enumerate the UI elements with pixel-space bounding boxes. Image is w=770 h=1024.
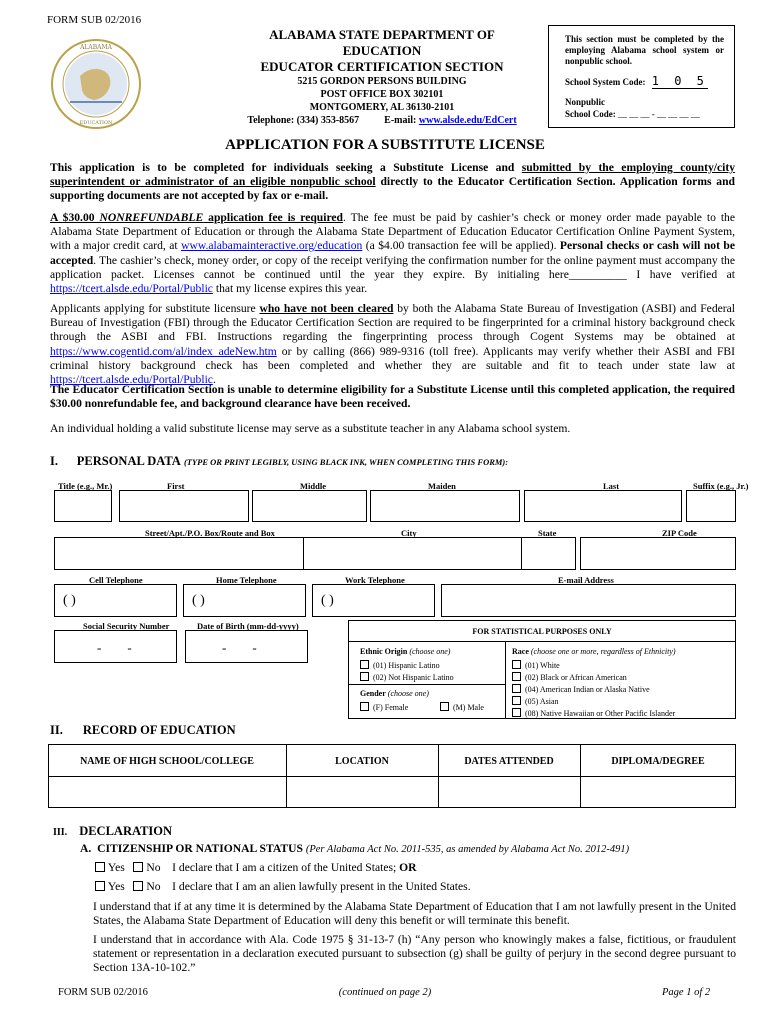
home-phone-input[interactable]: ( ): [183, 584, 306, 617]
footer-form-id: FORM SUB 02/2016: [58, 987, 148, 998]
citizen-declaration-row: Yes No I declare that I am a citizen of the United States; OR: [95, 861, 417, 875]
school-code-label: School Code:: [565, 109, 616, 119]
form-id-top: FORM SUB 02/2016: [47, 14, 142, 26]
state-seal-logo: [50, 38, 142, 130]
location-input[interactable]: [287, 777, 437, 807]
checkbox-icon[interactable]: [360, 672, 369, 681]
system-code-label: School System Code:: [565, 77, 646, 87]
section-2-heading: II. RECORD OF EDUCATION: [50, 723, 236, 737]
alien-no-checkbox[interactable]: [133, 881, 143, 891]
label-work: Work Telephone: [345, 575, 405, 585]
tcert-portal-link-1[interactable]: https://tcert.alsde.edu/Portal/Public: [50, 282, 213, 296]
race-heading: Race (choose one or more, regardless of Ethnicity): [512, 647, 676, 656]
online-payment-link[interactable]: www.alabamainteractive.org/education: [181, 239, 363, 253]
tcert-portal-link-2[interactable]: https://tcert.alsde.edu/Portal/Public: [50, 373, 213, 387]
label-middle: Middle: [300, 481, 326, 491]
svg-text:ALABAMA: ALABAMA: [80, 44, 112, 51]
race-option-02[interactable]: (02) Black or African American: [512, 672, 627, 682]
cogent-link[interactable]: https://www.cogentid.com/al/index_adeNew.htm: [50, 344, 277, 358]
school-box-note: This section must be completed by the employing Alabama school system or nonpublic school.: [565, 34, 724, 66]
maiden-name-input[interactable]: [370, 490, 520, 522]
race-option-05[interactable]: (05) Asian: [512, 696, 559, 706]
label-street: Street/Apt./P.O. Box/Route and Box: [145, 528, 275, 538]
school-code-blank[interactable]: __ __ __ - __ __ __ __: [618, 109, 700, 119]
ethnic-option-01[interactable]: (01) Hispanic Latino: [360, 660, 440, 670]
email-link[interactable]: www.alsde.edu/EdCert: [418, 115, 517, 126]
zip-input[interactable]: [580, 537, 736, 570]
checkbox-icon[interactable]: [512, 672, 521, 681]
nonpublic-label: Nonpublic: [565, 97, 606, 107]
perjury-paragraph: I understand that in accordance with Ala. Code 1975 § 31-13-7 (h) “Any person who knowingly makes a false, fictitious, or fraudulent statement or representation in a declaration executed pursuant to subsection (g) shall be guilty of perjury in the second degree pursuant to Section 13A-10-102.”: [93, 933, 736, 975]
alien-declaration-row: Yes No I declare that I am an alien lawfully present in the United States.: [95, 880, 471, 894]
label-cell: Cell Telephone: [89, 575, 143, 585]
checkbox-icon[interactable]: [512, 660, 521, 669]
telephone: Telephone: (334) 353-8567: [247, 115, 360, 126]
label-maiden: Maiden: [428, 481, 456, 491]
label-zip: ZIP Code: [662, 528, 697, 538]
checkbox-icon[interactable]: [440, 702, 449, 711]
email-label: E-mail:: [384, 115, 417, 126]
alien-yes-checkbox[interactable]: [95, 881, 105, 891]
label-city: City: [401, 528, 417, 538]
suffix-input[interactable]: [686, 490, 736, 522]
label-dob: Date of Birth (mm-dd-yyyy): [197, 621, 299, 631]
first-name-input[interactable]: [119, 490, 249, 522]
statistical-header: FOR STATISTICAL PURPOSES ONLY: [472, 627, 612, 636]
middle-name-input[interactable]: [252, 490, 367, 522]
intro-paragraph: This application is to be completed for individuals seeking a Substitute License and submitted by the employing county/city superintendent or administrator of an eligible nonpublic school directly to the Educator Certification Section. Application forms and supporting documents are not accepted by fax or e-mail.: [50, 161, 736, 203]
valid-license-note: An individual holding a valid substitute license may serve as a substitute teacher in any Alabama school system.: [50, 422, 571, 435]
gender-female[interactable]: (F) Female: [360, 702, 408, 712]
label-ssn: Social Security Number: [83, 621, 170, 631]
label-email: E-mail Address: [558, 575, 614, 585]
po-box: POST OFFICE BOX 302101: [320, 89, 444, 100]
col-dates: DATES ATTENDED: [464, 756, 554, 767]
label-state: State: [538, 528, 557, 538]
checkbox-icon[interactable]: [512, 708, 521, 717]
checkbox-icon[interactable]: [360, 660, 369, 669]
section-1-heading: I. PERSONAL DATA (TYPE OR PRINT LEGIBLY, USING BLACK INK, WHEN COMPLETING THIS FORM):: [50, 454, 509, 468]
ssn-input[interactable]: - -: [54, 630, 177, 663]
race-option-04[interactable]: (04) American Indian or Alaska Native: [512, 684, 650, 694]
checkbox-icon[interactable]: [360, 702, 369, 711]
svg-text:EDUCATION: EDUCATION: [79, 120, 113, 126]
last-name-input[interactable]: [524, 490, 682, 522]
col-degree: DIPLOMA/DEGREE: [611, 756, 705, 767]
eligibility-paragraph: The Educator Certification Section is unable to determine eligibility for a Substitute License until this completed application, the required $30.00 nonrefundable fee, and background clearance have been received.: [50, 383, 735, 411]
citizen-yes-checkbox[interactable]: [95, 862, 105, 872]
section-3-heading: III. DECLARATION: [53, 824, 173, 838]
degree-input[interactable]: [581, 777, 735, 807]
citizen-no-checkbox[interactable]: [133, 862, 143, 872]
street-input[interactable]: [54, 537, 304, 570]
ethnic-option-02[interactable]: (02) Not Hispanic Latino: [360, 672, 454, 682]
label-home: Home Telephone: [216, 575, 277, 585]
system-code-value[interactable]: 1 0 5: [651, 74, 708, 88]
page-title: APPLICATION FOR A SUBSTITUTE LICENSE: [225, 137, 545, 153]
system-code-row: [565, 76, 708, 88]
school-input[interactable]: [49, 777, 285, 807]
gender-male[interactable]: (M) Male: [440, 702, 484, 712]
dates-input[interactable]: [439, 777, 579, 807]
state-input[interactable]: [521, 537, 576, 570]
city-state-zip: MONTGOMERY, AL 36130-2101: [309, 102, 455, 113]
checkbox-icon[interactable]: [512, 696, 521, 705]
background-check-paragraph: Applicants applying for substitute licensure who have not been cleared by both the Alabama State Bureau of Investigation (ASBI) and Federal Bureau of Investigation (FBI) through the Educator Certification Section are required to be fingerprinted for a criminal history background check through the ASBI and FBI. Instructions regarding the fingerprinting process through Cogent Systems may be obtained at https://www.cogentid.com/al/index_adeNew.htm or by calling (866) 989-9316 (toll free). Applicants may verify whether their ASBI and FBI criminal history background check has been completed and whether they are suitable and fit to teach under state law at https://tcert.alsde.edu/Portal/Public.: [50, 302, 735, 387]
email-input[interactable]: [441, 584, 736, 617]
dob-input[interactable]: - -: [185, 630, 308, 663]
fee-paragraph: A $30.00 NONREFUNDABLE application fee is required. The fee must be paid by cashier’s check or money order made payable to the Alabama State Department of Education or through the Alabama State Department of Education Educator Certification Online Payment System, with a major credit card, at www.alabamainteractive.org/education (a $4.00 transaction fee will be applied). Personal checks or cash will not be accepted. The cashier’s check, money order, or copy of the receipt verifying the confirmation number for the online payment must accompany the application packet. Licenses cannot be continued until the year they expire. By initialing here__________ I have verified at https://tcert.alsde.edu/Portal/Public that my license expires this year.: [50, 211, 736, 296]
lawful-presence-paragraph: I understand that if at any time it is determined by the Alabama State Department of Education that I am not lawfully present in the United States, the Alabama State Department of Education will deny this benefit or will terminate this benefit.: [93, 900, 736, 928]
label-first: First: [167, 481, 185, 491]
section-name: EDUCATOR CERTIFICATION SECTION: [260, 59, 504, 74]
agency-header: [232, 27, 532, 127]
checkbox-icon[interactable]: [512, 684, 521, 693]
gender-heading: Gender (choose one): [360, 689, 429, 698]
building: 5215 GORDON PERSONS BUILDING: [297, 76, 467, 87]
label-last: Last: [603, 481, 620, 491]
ethnic-heading: Ethnic Origin (choose one): [360, 647, 451, 656]
school-code-row: [565, 109, 700, 120]
race-option-01[interactable]: (01) White: [512, 660, 560, 670]
footer-continued: (continued on page 2): [338, 987, 432, 998]
col-location: LOCATION: [335, 756, 389, 767]
contact-line: [232, 114, 532, 127]
agency-name: ALABAMA STATE DEPARTMENT OF EDUCATION: [269, 27, 495, 58]
footer-page-number: Page 1 of 2: [662, 987, 711, 998]
label-suffix: Suffix (e.g., Jr.): [693, 481, 749, 491]
citizenship-heading: A. CITIZENSHIP OR NATIONAL STATUS (Per Alabama Act No. 2011-535, as amended by Alabama Act No. 2012-491): [80, 842, 630, 855]
school-code-box: [548, 25, 735, 128]
race-option-08[interactable]: (08) Native Hawaiian or Other Pacific Islander: [512, 708, 675, 718]
work-phone-input[interactable]: ( ): [312, 584, 435, 617]
label-title: Title (e.g., Mr.): [58, 481, 113, 491]
title-input[interactable]: [54, 490, 112, 522]
cell-phone-input[interactable]: ( ): [54, 584, 177, 617]
city-input[interactable]: [300, 537, 522, 570]
col-school: NAME OF HIGH SCHOOL/COLLEGE: [80, 756, 254, 767]
